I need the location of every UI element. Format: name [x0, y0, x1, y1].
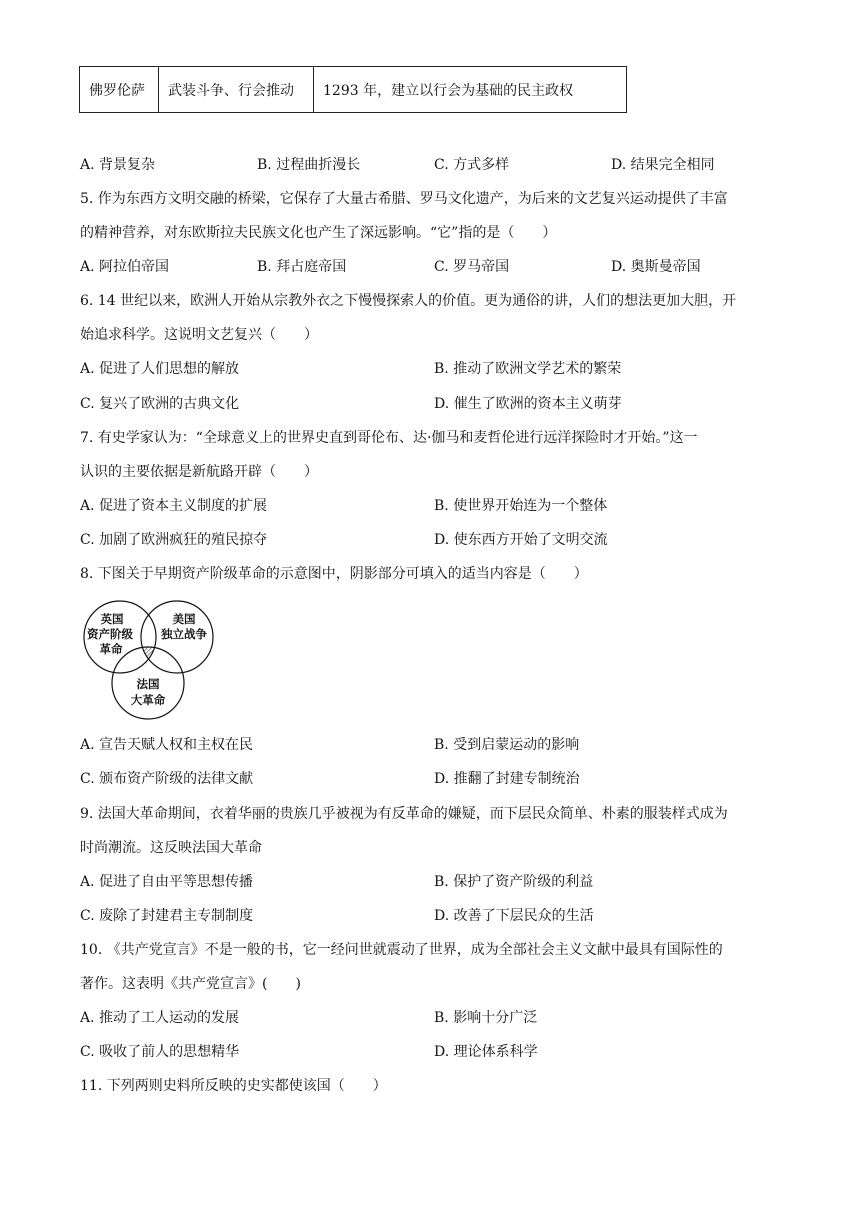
q10-option-c: C. 吸收了前人的思想精华	[80, 1044, 240, 1060]
venn-label-b-2: 独立战争	[161, 627, 207, 641]
q9-option-d: D. 改善了下层民众的生活	[434, 908, 594, 924]
table-cell-result: 1293 年，建立以行会为基础的民主政权	[314, 67, 627, 113]
q7-stem-line-2: 认识的主要依据是新航路开辟（ ）	[80, 464, 318, 480]
q8-option-c: C. 颁布资产阶级的法律文献	[80, 771, 254, 787]
venn-label-a-3: 革命	[99, 642, 123, 656]
q5-stem-line-1: 5. 作为东西方文明交融的桥梁，它保存了大量古希腊、罗马文化遗产，为后来的文艺复兴运动提供了丰富	[80, 191, 728, 207]
q10-stem-line-1: 10. 《共产党宣言》不是一般的书，它一经问世就震动了世界，成为全部社会主义文献中最具有国际性的	[80, 942, 723, 958]
q6-option-b: B. 推动了欧洲文学艺术的繁荣	[434, 361, 622, 377]
q6-option-d: D. 催生了欧洲的资本主义萌芽	[434, 396, 622, 412]
q6-stem-line-2: 始追求科学。这说明文艺复兴（ ）	[80, 327, 318, 343]
q4-option-c: C. 方式多样	[434, 157, 510, 173]
q10-option-b: B. 影响十分广泛	[434, 1010, 538, 1026]
venn-diagram	[80, 600, 220, 720]
venn-label-a-1: 英国	[100, 612, 124, 626]
q6-option-c: C. 复兴了欧洲的古典文化	[80, 396, 240, 412]
table-row	[80, 67, 627, 113]
q7-option-d: D. 使东西方开始了文明交流	[434, 532, 608, 548]
q5-option-b: B. 拜占庭帝国	[257, 259, 347, 275]
q8-option-d: D. 推翻了封建专制统治	[434, 771, 580, 787]
q10-option-d: D. 理论体系科学	[434, 1044, 538, 1060]
table-cell-method: 武装斗争、行会推动	[159, 67, 314, 113]
venn-label-c-2: 大革命	[130, 693, 166, 707]
q7-stem-line-1: 7. 有史学家认为：“全球意义上的世界史直到哥伦布、达·伽马和麦哲伦进行远洋探险时才开始。”这一	[80, 430, 698, 446]
q7-option-b: B. 使世界开始连为一个整体	[434, 498, 608, 514]
q9-stem-line-1: 9. 法国大革命期间，衣着华丽的贵族几乎被视为有反革命的嫌疑，而下层民众简单、朴素的服装样式成为	[80, 806, 728, 822]
q4-option-a: A. 背景复杂	[80, 157, 156, 173]
q4-option-b: B. 过程曲折漫长	[257, 157, 361, 173]
q8-option-b: B. 受到启蒙运动的影响	[434, 737, 580, 753]
venn-label-c-1: 法国	[136, 677, 160, 691]
q9-option-a: A. 促进了自由平等思想传播	[80, 874, 254, 890]
q7-option-a: A. 促进了资本主义制度的扩展	[80, 498, 268, 514]
q4-option-d: D. 结果完全相同	[611, 157, 715, 173]
q10-stem-line-2: 著作。这表明《共产党宣言》( )	[80, 976, 301, 992]
q5-option-a: A. 阿拉伯帝国	[80, 259, 170, 275]
q9-option-c: C. 废除了封建君主专制制度	[80, 908, 254, 924]
q8-option-a: A. 宣告天赋人权和主权在民	[80, 737, 254, 753]
q6-stem-line-1: 6. 14 世纪以来，欧洲人开始从宗教外衣之下慢慢探索人的价值。更为通俗的讲，人们的想法更加大胆，开	[80, 293, 737, 309]
venn-label-a-2: 资产阶级	[87, 627, 133, 641]
q5-stem-line-2: 的精神营养，对东欧斯拉夫民族文化也产生了深远影响。“它”指的是（ ）	[80, 225, 557, 241]
q8-stem: 8. 下图关于早期资产阶级革命的示意图中，阴影部分可填入的适当内容是（ ）	[80, 566, 588, 582]
comparison-table	[79, 66, 627, 113]
q9-stem-line-2: 时尚潮流。这反映法国大革命	[80, 840, 262, 856]
q9-option-b: B. 保护了资产阶级的利益	[434, 874, 594, 890]
q6-option-a: A. 促进了人们思想的解放	[80, 361, 240, 377]
q5-option-c: C. 罗马帝国	[434, 259, 510, 275]
table-cell-city: 佛罗伦萨	[80, 67, 159, 113]
q7-option-c: C. 加剧了欧洲疯狂的殖民掠夺	[80, 532, 268, 548]
venn-label-b-1: 美国	[172, 612, 196, 626]
q11-stem: 11. 下列两则史料所反映的史实都使该国（ ）	[80, 1078, 387, 1094]
q10-option-a: A. 推动了工人运动的发展	[80, 1010, 240, 1026]
q5-option-d: D. 奥斯曼帝国	[611, 259, 701, 275]
